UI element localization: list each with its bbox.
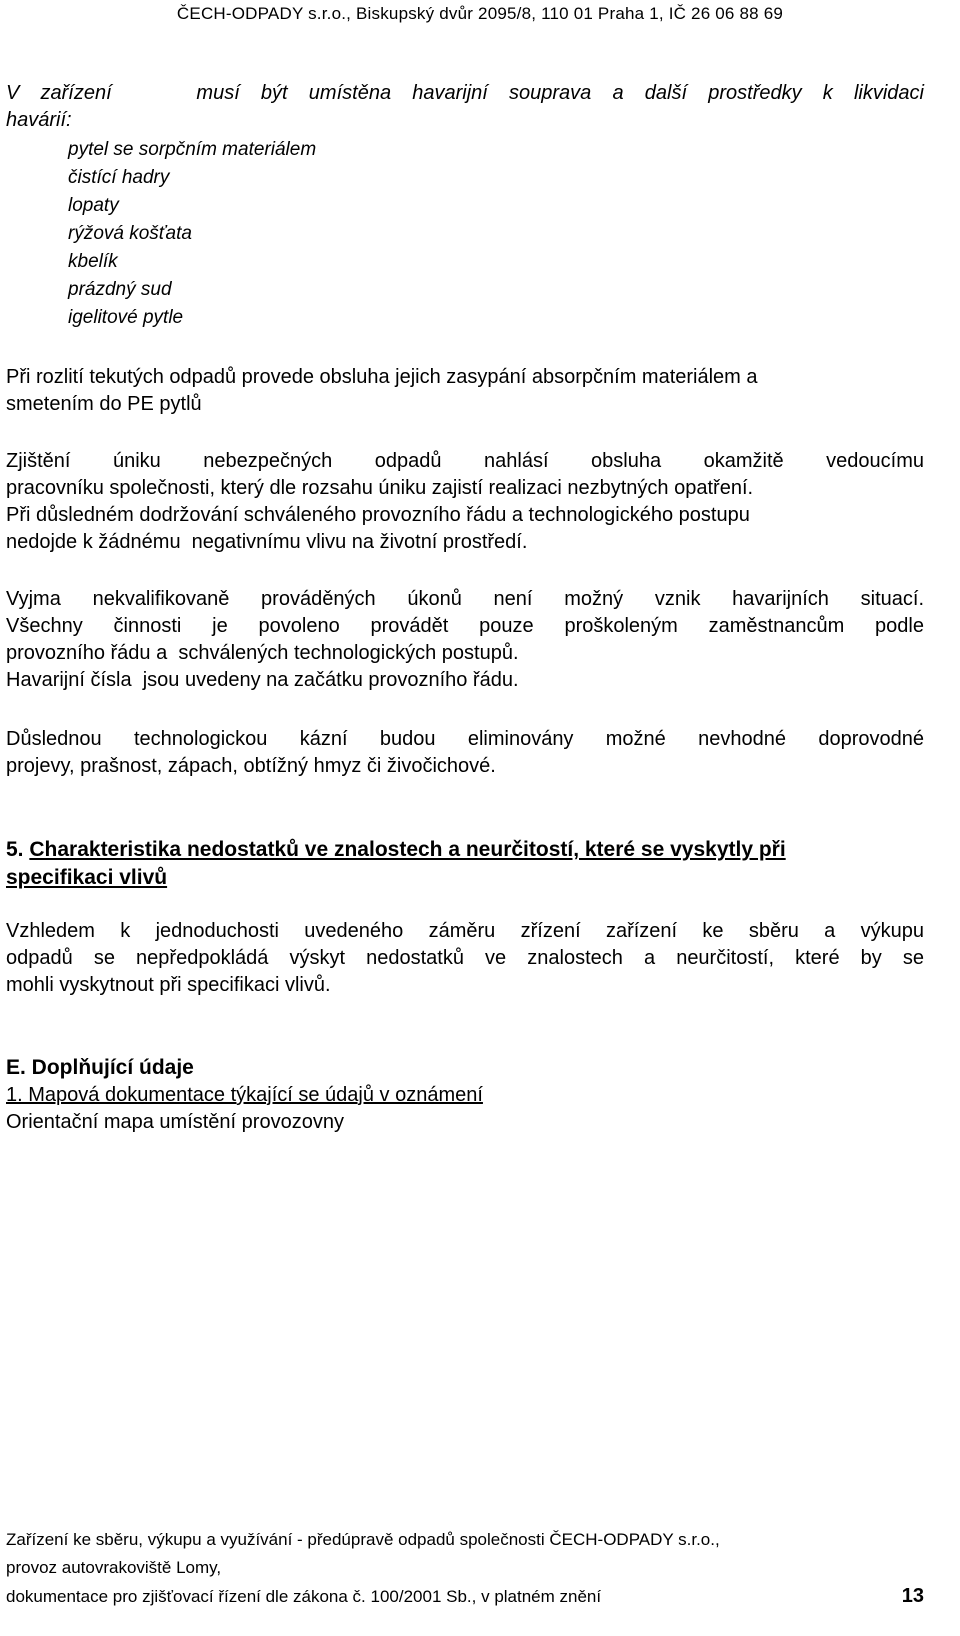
footer-line-3-row bbox=[6, 1582, 924, 1611]
leak-line-4: nedojde k žádnému negativnímu vlivu na životní prostředí. bbox=[6, 531, 528, 553]
list-item: rýžová košťata bbox=[68, 223, 192, 244]
page-number: 13 bbox=[901, 1585, 924, 1607]
spill-paragraph bbox=[6, 364, 924, 418]
footer-line-2: provoz autovrakoviště Lomy, bbox=[6, 1558, 222, 1577]
intro-line-1: V zařízení musí být umístěna havarijní souprava a další prostředky k likvidaci bbox=[6, 82, 924, 104]
operations-line-3: provozního řádu a schválených technologických postupů. bbox=[6, 642, 519, 664]
list-item: čistící hadry bbox=[68, 167, 170, 188]
list-item: igelitové pytle bbox=[68, 307, 184, 328]
map-doc-heading: 1. Mapová dokumentace týkající se údajů v oznámení bbox=[6, 1084, 483, 1106]
leak-paragraph bbox=[6, 448, 924, 556]
operations-line-2: Všechny činnosti je povoleno provádět pouze proškoleným zaměstnancům podle bbox=[6, 615, 924, 637]
discipline-line-2: projevy, prašnost, zápach, obtížný hmyz či živočichové. bbox=[6, 755, 496, 777]
page-header: ČECH-ODPADY s.r.o., Biskupský dvůr 2095/8, 110 01 Praha 1, IČ 26 06 88 69 bbox=[176, 4, 784, 23]
gaps-line-1: Vzhledem k jednoduchosti uvedeného záměru zřízení zařízení ke sběru a výkupu bbox=[6, 920, 924, 942]
list-item: prázdný sud bbox=[68, 279, 172, 300]
footer-line-1: Zařízení ke sběru, výkupu a využívání - předúpravě odpadů společnosti ČECH-ODPADY s.r.o., bbox=[6, 1530, 720, 1549]
spill-line-2: smetením do PE pytlů bbox=[6, 393, 202, 415]
leak-line-1: Zjištění úniku nebezpečných odpadů nahlásí obsluha okamžitě vedoucímu bbox=[6, 450, 924, 472]
map-caption: Orientační mapa umístění provozovny bbox=[6, 1111, 344, 1133]
section-title: Charakteristika nedostatků ve znalostech a neurčitostí, které se vyskytly při bbox=[29, 838, 786, 861]
list-item: pytel se sorpčním materiálem bbox=[68, 139, 317, 160]
leak-line-3: Při důsledném dodržování schváleného provozního řádu a technologického postupu bbox=[6, 504, 750, 526]
gaps-line-2: odpadů se nepředpokládá výskyt nedostatků ve znalostech a neurčitostí, které by se bbox=[6, 947, 924, 969]
discipline-line-1: Důslednou technologickou kázní budou eliminovány možné nevhodné doprovodné bbox=[6, 728, 924, 750]
footer-line-3: dokumentace pro zjišťovací řízení dle zákona č. 100/2001 Sb., v platném znění bbox=[6, 1587, 602, 1606]
section-5-heading bbox=[6, 836, 924, 892]
emergency-kit-section bbox=[6, 80, 924, 332]
operations-line-1: Vyjma nekvalifikovaně prováděných úkonů není možný vznik havarijních situací. bbox=[6, 588, 924, 610]
section-number: 5. bbox=[6, 838, 24, 861]
section-5-title-line-1 bbox=[6, 836, 924, 864]
page-footer bbox=[6, 1526, 924, 1611]
section-e-title: E. Doplňující údaje bbox=[6, 1056, 194, 1079]
emergency-kit-list bbox=[6, 136, 924, 332]
list-item: kbelík bbox=[68, 251, 118, 272]
discipline-paragraph bbox=[6, 726, 924, 780]
section-5-title-line-2 bbox=[6, 864, 924, 892]
knowledge-gaps-paragraph bbox=[6, 918, 924, 999]
section-title-continued: specifikaci vlivů bbox=[6, 866, 168, 889]
map-doc-line bbox=[6, 1082, 924, 1109]
spill-line-1: Při rozlití tekutých odpadů provede obsluha jejich zasypání absorpčním materiálem a bbox=[6, 366, 758, 388]
operations-line-4: Havarijní čísla jsou uvedeny na začátku provozního řádu. bbox=[6, 669, 519, 691]
gaps-line-3: mohli vyskytnout při specifikaci vlivů. bbox=[6, 974, 331, 996]
leak-line-2: pracovníku společnosti, který dle rozsahu úniku zajistí realizaci nezbytných opatření. bbox=[6, 477, 754, 499]
section-e bbox=[6, 1054, 924, 1136]
list-item: lopaty bbox=[68, 195, 119, 216]
operations-paragraph bbox=[6, 586, 924, 694]
intro-line-2: havárií: bbox=[6, 109, 72, 131]
